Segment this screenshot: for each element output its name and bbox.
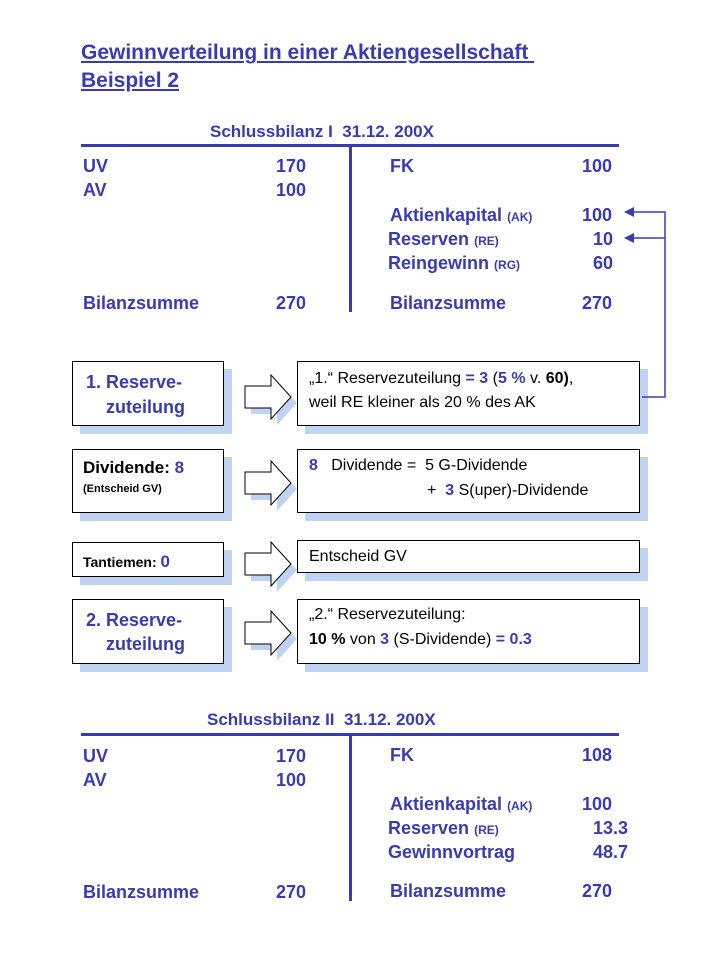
arrow-dividende (245, 461, 297, 511)
bilanz1-rg-value: 60 (593, 253, 614, 273)
bilanz1-sum-left-label: Bilanzsumme (83, 293, 200, 313)
bilanz1-sum-left-value: 270 (276, 293, 307, 313)
bilanz1-av-label: AV (83, 180, 107, 200)
reserve1-detail-result: = 3 (465, 370, 489, 387)
bilanz2-ak-label: Aktienkapital (390, 794, 503, 814)
bilanz1-uv-label: UV (83, 156, 109, 176)
reserve2-detail-base: 3 (380, 631, 390, 648)
reserve1-detail-line-2: weil RE kleiner als 20 % des AK (309, 394, 536, 411)
dividende-label: Dividende: (83, 458, 170, 477)
bilanz2-gv-value: 48.7 (593, 842, 629, 862)
bilanz1-re-abbr: (RE) (474, 234, 499, 248)
bilanz2-center-rule (349, 735, 352, 901)
bilanz2-sum-right-value: 270 (582, 881, 613, 901)
reserve2-detail-text-d: (S-Dividende) (389, 631, 496, 648)
bilanz2-av-label: AV (83, 770, 107, 790)
bilanz1-av-value: 100 (276, 180, 307, 200)
bilanz2-gv-label: Gewinnvortrag (388, 842, 516, 862)
reserve1-detail-comma: , (568, 370, 574, 387)
bilanz1-re-label: Reserven (388, 229, 470, 249)
reserve1-label-2: zuteilung (106, 397, 185, 417)
bilanz2-av-value: 100 (276, 770, 307, 790)
reserve2-label-2: zuteilung (106, 634, 185, 654)
bilanz2-fk-value: 108 (582, 745, 613, 765)
bilanz1-uv-value: 170 (276, 156, 307, 176)
dividende-detail-super-text: S(uper)-Dividende (454, 482, 589, 499)
reserve1-detail-text-c: ( (488, 370, 498, 387)
bilanz1-sum-right-value: 270 (582, 293, 613, 313)
bilanz2-sum-right-label: Bilanzsumme (390, 881, 507, 901)
bilanz2-re-label: Reserven (388, 818, 470, 838)
bilanz1-rg-label: Reingewinn (388, 253, 490, 273)
arrow-reserve1 (245, 375, 297, 425)
arrow-tantiemen (245, 542, 297, 592)
dividende-value: 8 (174, 458, 185, 477)
bilanz1-fk-value: 100 (582, 156, 613, 176)
tantiemen-label: Tantiemen: (83, 554, 157, 570)
reserve1-detail-base: 60) (545, 370, 569, 387)
bilanz2-uv-value: 170 (276, 746, 307, 766)
bilanz2-ak-value: 100 (582, 794, 613, 814)
bilanz2-re-value: 13.3 (593, 818, 629, 838)
dividende-detail-super: 3 (445, 482, 455, 499)
dividende-detail-text: Dividende = 5 G-Dividende (317, 457, 528, 474)
dividende-sub: (Entscheid GV) (83, 483, 162, 495)
reserve2-detail-line-1: „2.“ Reservezuteilung: (309, 606, 466, 623)
bilanz1-rg-abbr: (RG) (494, 258, 521, 272)
bilanz2-sum-left-value: 270 (276, 882, 307, 902)
dividende-detail-plus: + (427, 482, 446, 499)
reserve1-detail-text-e: v. (525, 370, 546, 387)
tantiemen-value: 0 (160, 552, 170, 571)
bilanz1-header: Schlussbilanz I 31.12. 200X (210, 122, 434, 141)
bilanz1-fk-label: FK (390, 156, 414, 176)
connector-arrowheads (624, 207, 634, 243)
bilanz2-re-abbr: (RE) (474, 823, 499, 837)
title-line-1: Gewinnverteilung in einer Aktiengesellschaft (81, 41, 535, 64)
reserve2-detail-percent: 10 % (309, 631, 346, 648)
bilanz2-ak-row (390, 794, 532, 815)
bilanz1-re-value: 10 (593, 229, 614, 249)
dividende-detail-total: 8 (309, 457, 318, 474)
reserve1-detail-percent: 5 % (497, 370, 526, 387)
title-line-2: Beispiel 2 (81, 69, 180, 92)
reserve1-label-1: 1. Reserve- (86, 372, 183, 392)
bilanz1-ak-label: Aktienkapital (390, 205, 503, 225)
bilanz2-ak-abbr: (AK) (507, 799, 533, 813)
tantiemen-detail-text: Entscheid GV (309, 548, 407, 565)
reserve2-detail-text-b: von (345, 631, 381, 648)
reserve2-label-1: 2. Reserve- (86, 610, 183, 630)
bilanz2-sum-left-label: Bilanzsumme (83, 882, 200, 902)
bilanz2-uv-label: UV (83, 746, 109, 766)
reserve2-detail-result: = 0.3 (495, 631, 532, 648)
bilanz2-header: Schlussbilanz II 31.12. 200X (207, 710, 436, 729)
bilanz2-fk-label: FK (390, 745, 414, 765)
bilanz1-sum-right-label: Bilanzsumme (390, 293, 507, 313)
reserve1-detail-text-a: „1.“ Reservezuteilung (309, 370, 466, 387)
arrow-reserve2 (245, 611, 297, 661)
bilanz1-ak-abbr: (AK) (507, 210, 533, 224)
bilanz1-ak-value: 100 (582, 205, 613, 225)
bilanz2-re-row (388, 818, 499, 839)
